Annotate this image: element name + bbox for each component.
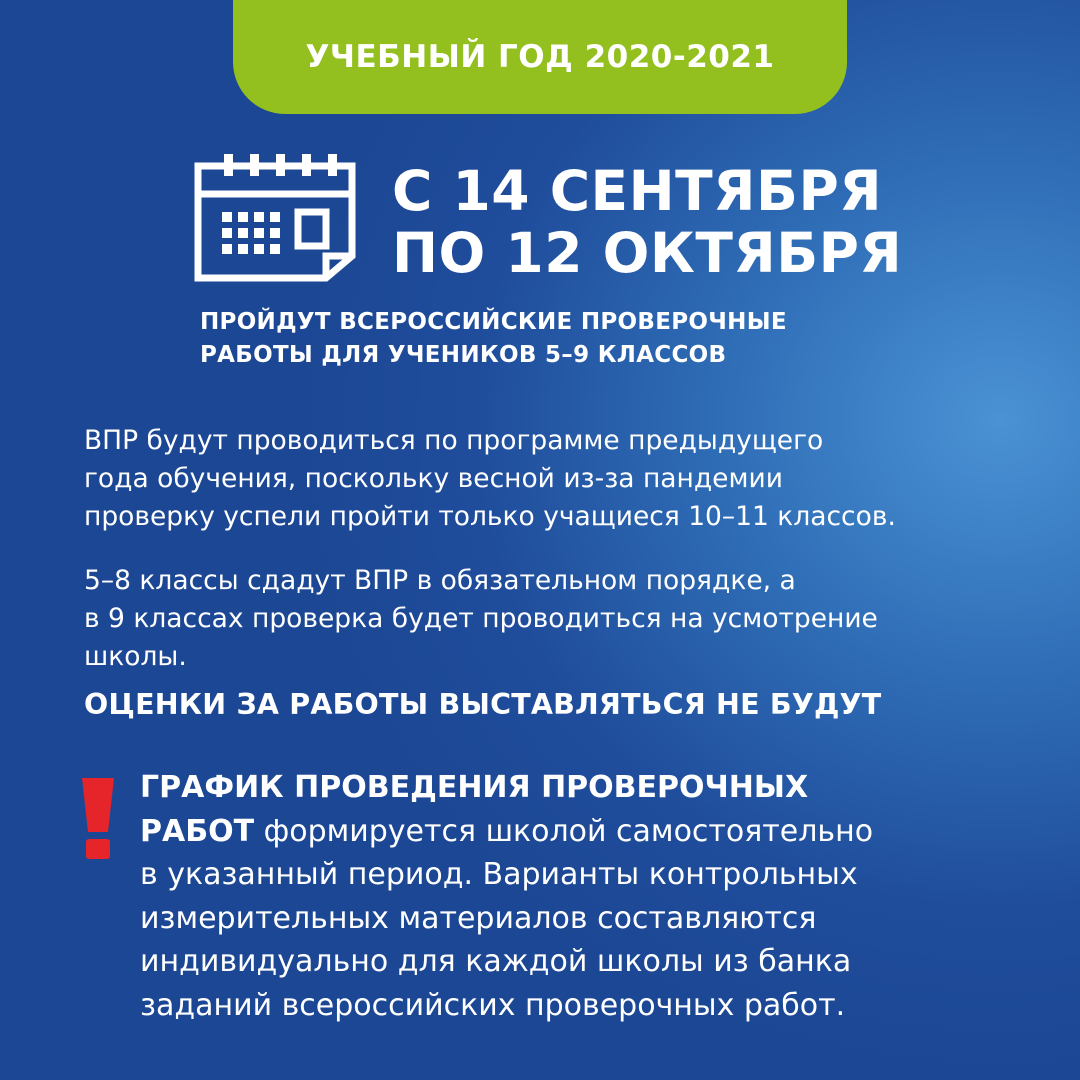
paragraph-program xyxy=(84,422,1034,536)
paragraph-1-line-2: года обучения, поскольку весной из-за пандемии xyxy=(84,463,783,494)
paragraph-1-line-3: проверку успели пройти только учащиеся 10–11 классов. xyxy=(84,501,896,532)
schedule-text-line-6: заданий всероссийских проверочных работ. xyxy=(140,987,846,1023)
date-end: ПО 12 ОКТЯБРЯ xyxy=(392,221,903,285)
year-banner xyxy=(233,0,847,114)
paragraph-2-line-2: в 9 классах проверка будет проводиться на усмотрение xyxy=(84,603,878,634)
schedule-text-line-2: формируется школой самостоятельно xyxy=(254,813,874,849)
schedule-note xyxy=(140,766,1050,1027)
paragraph-classes xyxy=(84,562,1034,676)
exclamation-icon xyxy=(80,776,116,860)
subheading-line-2: РАБОТЫ ДЛЯ УЧЕНИКОВ 5–9 КЛАССОВ xyxy=(200,342,727,368)
year-label: УЧЕБНЫЙ ГОД 2020-2021 xyxy=(305,39,775,75)
schedule-text-line-3: в указанный период. Варианты контрольных xyxy=(140,857,858,892)
date-range xyxy=(392,160,1052,284)
subheading xyxy=(200,306,1060,372)
schedule-text-line-4: измерительных материалов составляются xyxy=(140,900,817,936)
paragraph-2-line-1: 5–8 классы сдадут ВПР в обязательном порядке, а xyxy=(84,565,796,596)
paragraph-1-line-1: ВПР будут проводиться по программе предыдущего xyxy=(84,425,824,456)
date-start: С 14 СЕНТЯБРЯ xyxy=(392,159,883,223)
subheading-line-1: ПРОЙДУТ ВСЕРОССИЙСКИЕ ПРОВЕРОЧНЫЕ xyxy=(200,309,787,335)
paragraph-2-line-3: школы. xyxy=(84,641,187,672)
calendar-icon xyxy=(192,152,360,284)
schedule-heading-line-2: РАБОТ xyxy=(140,813,255,849)
schedule-text-line-5: индивидуально для каждой школы из банка xyxy=(140,944,852,979)
grades-note: ОЦЕНКИ ЗА РАБОТЫ ВЫСТАВЛЯТЬСЯ НЕ БУДУТ xyxy=(84,688,882,721)
schedule-heading-line-1: ГРАФИК ПРОВЕДЕНИЯ ПРОВЕРОЧНЫХ xyxy=(140,770,809,805)
